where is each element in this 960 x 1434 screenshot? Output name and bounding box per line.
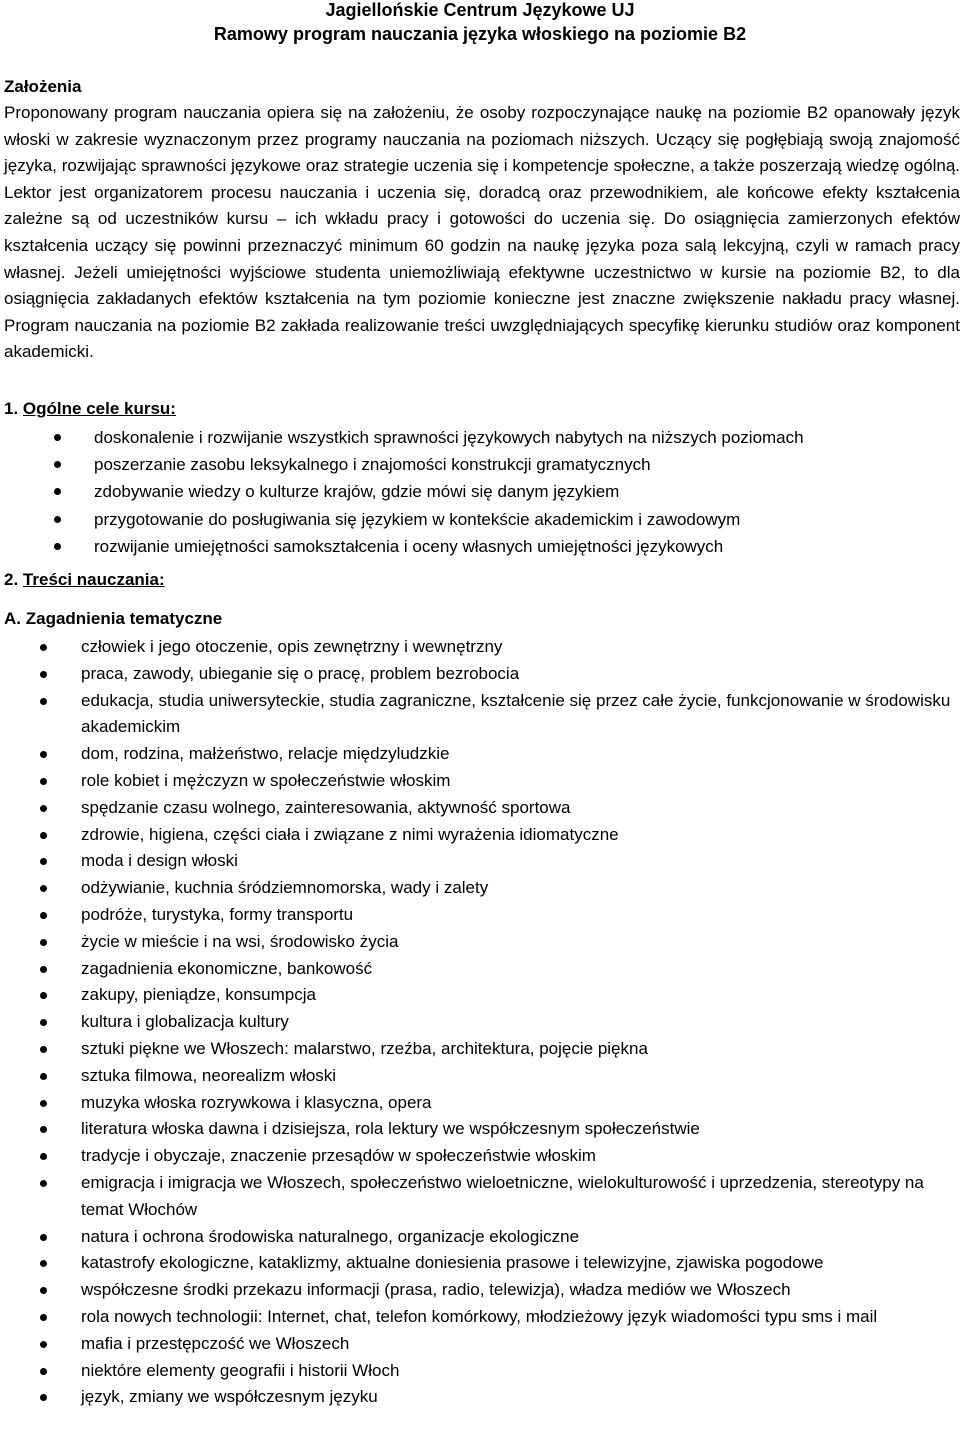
assumptions-paragraph: Proponowany program nauczania opiera się na założeniu, że osoby rozpoczynające naukę na poziomie B2 opanowały język włoski w zakresie wyznaczonym przez programy nauczania na poziomach niższych. Uczący się pogłębiają swoją znajomość języka, rozwijając sprawności językowe oraz strategie uczenia się i kompetencje społeczne, a także poszerzają wiedzę ogólną. Lektor jest organizatorem procesu nauczania i uczenia się, doradcą oraz przewodnikiem, ale końcowe efekty kształcenia zależne są od uczestników kursu – ich wkładu pracy i gotowości do uczenia się. Do osiągnięcia zamierzonych efektów kształcenia uczący się powinni przeznaczyć minimum 60 godzin na naukę języka poza salą lekcyjną, czyli w ramach pracy własnej. Jeżeli umiejętności wyjściowe studenta uniemożliwiają efektywne uczestnictwo w kursie na poziomie B2, to dla osiągnięcia zakładanych efektów kształcenia na tym poziomie konieczne jest znaczne zwiększenie nakładu pracy własnej. Program nauczania na poziomie B2 zakłada realizowanie treści uwzględniających specyfikę kierunku studiów oraz komponent akademicki.: [4, 103, 960, 362]
goals-list: [0, 424, 960, 560]
list-item-text: literatura włoska dawna i dzisiejsza, rola lektury we współczesnym społeczeństwie: [81, 1119, 700, 1139]
list-item-text: zdrowie, higiena, części ciała i związane z nimi wyrażenia idiomatyczne: [81, 824, 619, 844]
list-item: [0, 795, 960, 822]
list-item-text: rozwijanie umiejętności samokształcenia i oceny własnych umiejętności językowych: [94, 536, 724, 556]
list-item-text: zakupy, pieniądze, konsumpcja: [81, 985, 316, 1005]
list-item: [0, 1063, 960, 1090]
bullet-icon: [40, 1260, 47, 1267]
bullet-icon: [40, 751, 47, 758]
bullet-icon: [54, 516, 61, 523]
list-item: [0, 1143, 960, 1170]
list-item-text: odżywianie, kuchnia śródziemnomorska, wady i zalety: [81, 878, 489, 898]
bullet-icon: [40, 1368, 47, 1375]
institution-title: Jagiellońskie Centrum Językowe UJ: [325, 0, 635, 20]
bullet-icon: [54, 461, 61, 468]
list-item-text: doskonalenie i rozwijanie wszystkich sprawności językowych nabytych na niższych poziomach: [94, 428, 804, 447]
bullet-icon: [40, 1153, 47, 1160]
list-item: [0, 478, 960, 505]
list-item-text: zdobywanie wiedzy o kulturze krajów, gdzie mówi się danym językiem: [94, 482, 620, 502]
list-item: [0, 533, 960, 560]
bullet-icon: [40, 992, 47, 999]
list-item-text: edukacja, studia uniwersyteckie, studia zagraniczne, kształcenie się przez całe życie, funkcjonowanie w środowisku akademickim: [81, 690, 951, 737]
list-item-text: język, zmiany we współczesnym języku: [81, 1387, 378, 1407]
bullet-icon: [40, 966, 47, 973]
list-item: [0, 956, 960, 983]
bullet-icon: [40, 1126, 47, 1133]
list-item: [0, 982, 960, 1009]
bullet-icon: [40, 1341, 47, 1348]
bullet-icon: [40, 1314, 47, 1321]
list-item-text: mafia i przestępczość we Włoszech: [81, 1333, 350, 1353]
list-item-text: życie w mieście i na wsi, środowisko życia: [81, 931, 399, 951]
bullet-icon: [54, 434, 61, 441]
bullet-icon: [40, 912, 47, 919]
list-item: [0, 1304, 960, 1331]
list-item: [0, 1036, 960, 1063]
list-item: [0, 741, 960, 768]
list-item: [0, 506, 960, 533]
bullet-icon: [40, 1180, 47, 1187]
list-item-text: role kobiet i mężczyzn w społeczeństwie włoskim: [81, 770, 451, 790]
bullet-icon: [40, 1046, 47, 1053]
list-item: [0, 661, 960, 688]
bullet-icon: [40, 885, 47, 892]
list-item-text: rola nowych technologii: Internet, chat, telefon komórkowy, młodzieżowy język wiadomości typu sms i mail: [81, 1306, 878, 1326]
bullet-icon: [40, 1073, 47, 1080]
bullet-icon: [40, 698, 47, 705]
program-title: Ramowy program nauczania języka włoskiego na poziomie B2: [213, 24, 747, 44]
list-item: [0, 1250, 960, 1277]
bullet-icon: [40, 1287, 47, 1294]
goals-title: Ogólne cele kursu:: [22, 399, 176, 418]
list-item-text: emigracja i imigracja we Włoszech, społeczeństwo wieloetniczne, wielokulturowość i uprzedzenia, stereotypy na temat Włochów: [81, 1172, 924, 1219]
list-item-text: podróże, turystyka, formy transportu: [81, 904, 354, 924]
list-item: [0, 1116, 960, 1143]
list-item: [0, 768, 960, 795]
list-item: [0, 688, 960, 742]
bullet-icon: [40, 858, 47, 865]
bullet-icon: [40, 778, 47, 785]
list-item: [0, 1009, 960, 1036]
list-item: [0, 1224, 960, 1251]
bullet-icon: [40, 1394, 47, 1401]
list-item: [0, 929, 960, 956]
list-item: [0, 1331, 960, 1358]
bullet-icon: [54, 488, 61, 495]
bullet-icon: [40, 939, 47, 946]
list-item-text: poszerzanie zasobu leksykalnego i znajomości konstrukcji gramatycznych: [94, 455, 651, 475]
bullet-icon: [40, 671, 47, 678]
content-title: Treści nauczania:: [22, 570, 165, 589]
list-item-text: spędzanie czasu wolnego, zainteresowania, aktywność sportowa: [81, 797, 571, 817]
list-item-text: przygotowanie do posługiwania się językiem w kontekście akademickim i zawodowym: [94, 509, 741, 529]
topics-letter: A.: [4, 609, 21, 628]
content-heading: [4, 569, 165, 591]
list-item-text: człowiek i jego otoczenie, opis zewnętrzny i wewnętrzny: [81, 637, 503, 656]
topics-list: [0, 634, 960, 1411]
list-item-text: tradycje i obyczaje, znaczenie przesądów w społeczeństwie włoskim: [81, 1146, 596, 1166]
list-item-text: sztuka filmowa, neorealizm włoski: [81, 1065, 337, 1085]
list-item: [0, 451, 960, 478]
list-item: [0, 1384, 960, 1411]
list-item: [0, 1170, 960, 1224]
goals-number: 1.: [4, 399, 19, 418]
list-item-text: katastrofy ekologiczne, kataklizmy, aktualne doniesienia prasowe i telewizyjne, zjawiska pogodowe: [81, 1253, 824, 1273]
bullet-icon: [40, 644, 47, 651]
bullet-icon: [40, 1019, 47, 1026]
list-item: [0, 634, 960, 661]
list-item-text: natura i ochrona środowiska naturalnego, organizacje ekologiczne: [81, 1226, 580, 1246]
topics-title: Zagadnienia tematyczne: [25, 609, 223, 628]
list-item-text: moda i design włoski: [81, 851, 238, 871]
list-item-text: muzyka włoska rozrywkowa i klasyczna, opera: [81, 1092, 432, 1112]
list-item: [0, 875, 960, 902]
topics-heading: [4, 608, 222, 630]
list-item-text: niektóre elementy geografii i historii Włoch: [81, 1360, 400, 1380]
bullet-icon: [54, 543, 61, 550]
list-item-text: dom, rodzina, małżeństwo, relacje międzyludzkie: [81, 744, 450, 764]
list-item-text: współczesne środki przekazu informacji (prasa, radio, telewizja), władza mediów we Włoszech: [81, 1280, 791, 1300]
list-item-text: zagadnienia ekonomiczne, bankowość: [81, 958, 373, 978]
list-item: [0, 1358, 960, 1385]
list-item: [0, 902, 960, 929]
assumptions-heading: Założenia: [4, 77, 82, 96]
list-item: [0, 1277, 960, 1304]
bullet-icon: [40, 1100, 47, 1107]
list-item: [0, 822, 960, 849]
content-number: 2.: [4, 570, 19, 589]
bullet-icon: [40, 832, 47, 839]
bullet-icon: [40, 805, 47, 812]
bullet-icon: [40, 1234, 47, 1241]
list-item-text: sztuki piękne we Włoszech: malarstwo, rzeźba, architektura, pojęcie piękna: [81, 1038, 648, 1058]
list-item: [0, 848, 960, 875]
list-item: [0, 1090, 960, 1117]
list-item-text: praca, zawody, ubieganie się o pracę, problem bezrobocia: [81, 663, 520, 683]
list-item: [0, 424, 960, 451]
list-item-text: kultura i globalizacja kultury: [81, 1012, 289, 1032]
goals-heading: [4, 398, 176, 420]
